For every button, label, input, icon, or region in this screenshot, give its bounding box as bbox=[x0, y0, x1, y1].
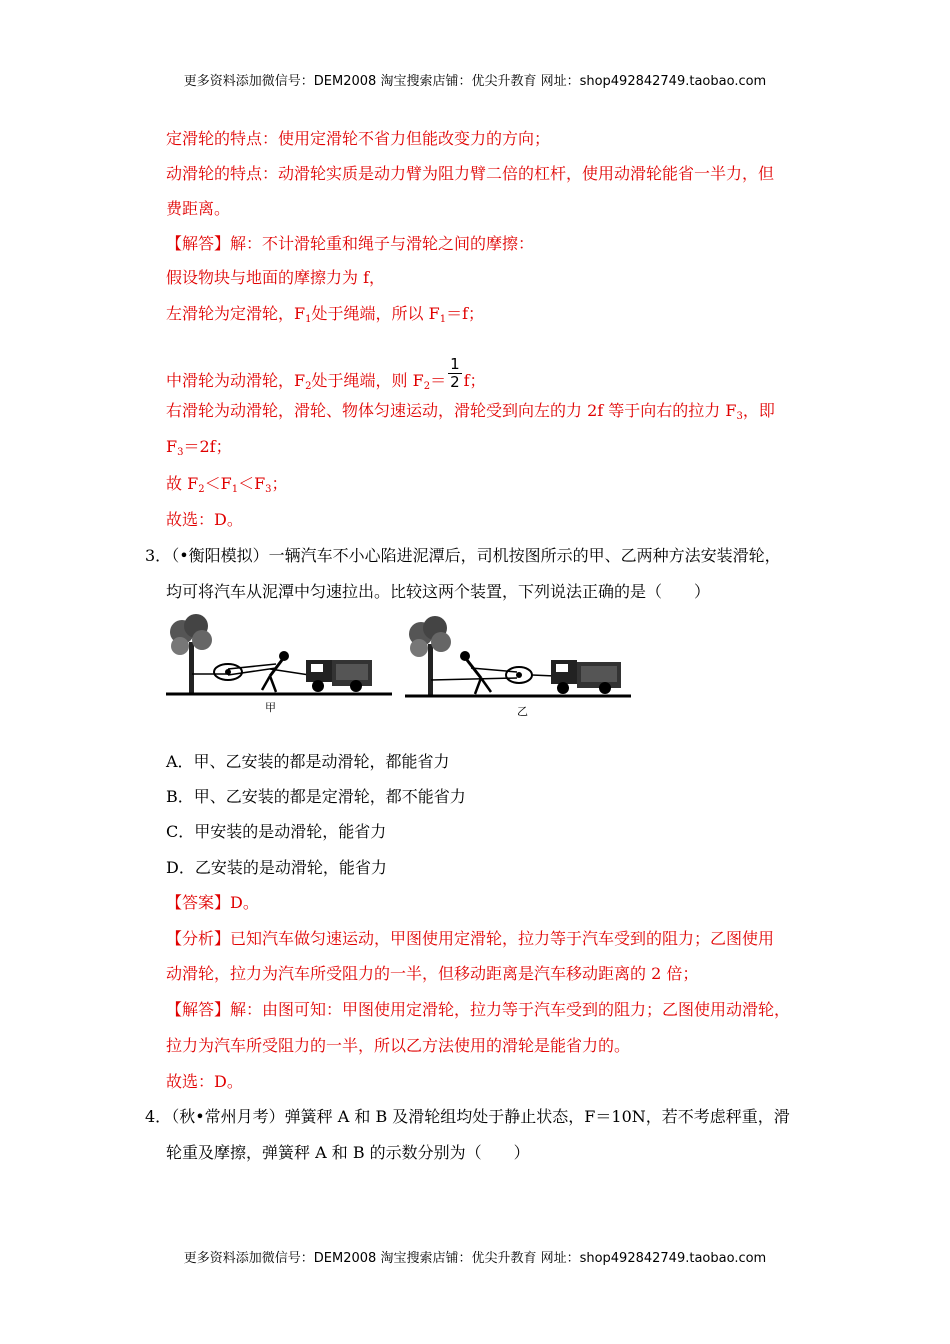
q3-analysis-line2: 动滑轮，拉力为汽车所受阻力的一半，但移动距离是汽车移动距离的 2 倍； bbox=[166, 964, 699, 983]
moving-pulley-feature-line1: 动滑轮的特点：动滑轮实质是动力臂为阻力臂二倍的杠杆，使用动滑轮能省一半力，但 bbox=[166, 164, 775, 183]
q3-answer: 【答案】D。 bbox=[166, 893, 259, 912]
q3-analysis-line1: 【分析】已知汽车做匀速运动，甲图使用定滑轮，拉力等于汽车受到的阻力；乙图使用 bbox=[166, 929, 775, 948]
left-pulley-line: 左滑轮为定滑轮，$F_1$处于绳端，所以 $F_1=f$； bbox=[166, 304, 484, 325]
q3-option-c: C．甲安装的是动滑轮，能省力 bbox=[166, 822, 387, 841]
truck-icon bbox=[551, 660, 621, 694]
figure-label-yi: 乙 bbox=[517, 705, 528, 718]
q4-stem-line1: 4．（秋•常州月考）弹簧秤 A 和 B 及滑轮组均处于静止状态，F＝10N，若不考虑秤重，滑 bbox=[145, 1107, 790, 1126]
q3-option-d: D．乙安装的是动滑轮，能省力 bbox=[166, 858, 387, 877]
q3-option-b: B．甲、乙安装的都是定滑轮，都不能省力 bbox=[166, 787, 466, 806]
q3-stem-line1: 3．（•衡阳模拟）一辆汽车不小心陷进泥潭后，司机按图所示的甲、乙两种方法安装滑轮， bbox=[145, 546, 781, 565]
person-icon bbox=[460, 651, 491, 694]
solution-text: 解：不计滑轮重和绳子与滑轮之间的摩擦： bbox=[230, 234, 535, 253]
q2-solution bbox=[166, 234, 534, 254]
page-footer: 更多资料添加微信号：DEM2008 淘宝搜索店铺：优尖升教育 网址：shop492842749.taobao.com bbox=[183, 1251, 767, 1266]
tree-icon bbox=[409, 616, 451, 696]
tree-icon bbox=[170, 614, 212, 694]
assume-line: 假设物块与地面的摩擦力为 f， bbox=[166, 268, 386, 287]
moving-pulley-feature-line2: 费距离。 bbox=[166, 199, 231, 218]
fixed-pulley-feature: 定滑轮的特点：使用定滑轮不省力但能改变力的方向； bbox=[166, 129, 551, 148]
solution-tag: 【解答】 bbox=[166, 234, 231, 253]
figure-jia bbox=[166, 614, 392, 698]
q3-choose: 故选：D。 bbox=[166, 1072, 243, 1091]
pulley-icon bbox=[506, 667, 532, 683]
q3-stem-line2: 均可将汽车从泥潭中匀速拉出。比较这两个装置，下列说法正确的是（ ） bbox=[166, 582, 711, 601]
mid-pulley-line: 中滑轮为动滑轮，$F_2$处于绳端，则 $F_2=$ $\frac{1}{2}$ f； bbox=[166, 355, 486, 392]
q3-solution-line2: 拉力为汽车所受阻力的一半，所以乙方法使用的滑轮是能省力的。 bbox=[166, 1036, 631, 1055]
truck-icon bbox=[306, 660, 372, 692]
pulley-icon bbox=[214, 664, 242, 680]
q2-choose: 故选：D。 bbox=[166, 510, 243, 529]
q3-option-a: A．甲、乙安装的都是动滑轮，都能省力 bbox=[166, 752, 450, 771]
right-pulley-line1: 右滑轮为动滑轮，滑轮、物体匀速运动，滑轮受到向左的力 2f 等于向右的拉力 $F_3$，即 bbox=[166, 401, 775, 422]
right-pulley-line2: $F_3=2f$； bbox=[166, 437, 232, 458]
q4-stem-line2: 轮重及摩擦，弹簧秤 A 和 B 的示数分别为（ ） bbox=[166, 1143, 530, 1162]
figure-label-jia: 甲 bbox=[265, 701, 276, 714]
figure-yi bbox=[405, 616, 631, 700]
therefore-line: 故 $F_2<F_1<F_3$； bbox=[166, 474, 288, 495]
q3-solution-line1: 【解答】解：由图可知：甲图使用定滑轮，拉力等于汽车受到的阻力；乙图使用动滑轮， bbox=[166, 1000, 791, 1019]
page-header: 更多资料添加微信号：DEM2008 淘宝搜索店铺：优尖升教育 网址：shop492842749.taobao.com bbox=[183, 74, 767, 89]
one-half-fraction: $\frac{1}{2}$ bbox=[450, 355, 460, 391]
